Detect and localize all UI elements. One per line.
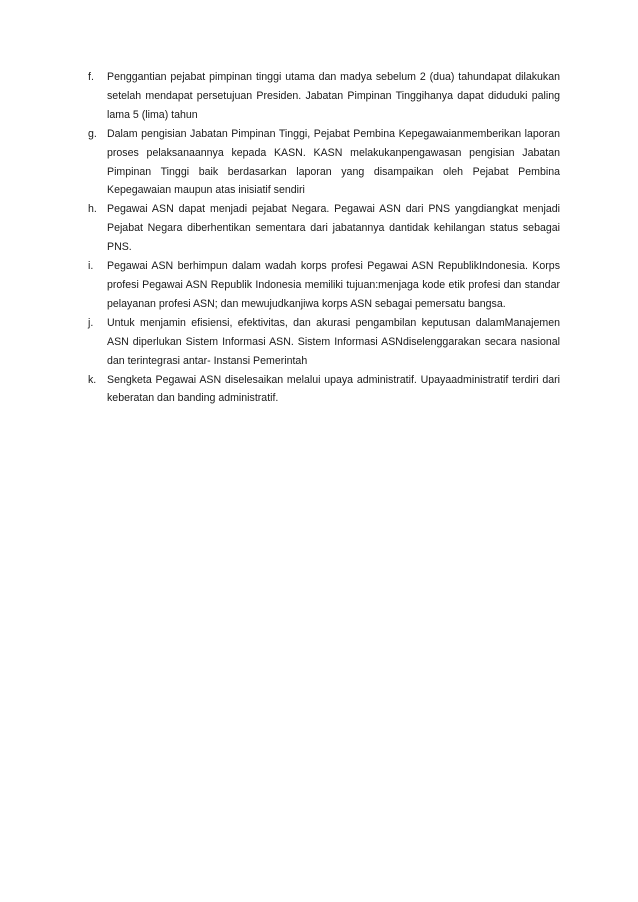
list-item-g: [88, 125, 560, 201]
numbered-list: [88, 68, 560, 408]
list-marker: f.: [88, 71, 94, 83]
list-marker: h.: [88, 203, 97, 216]
list-marker: j.: [88, 316, 94, 329]
list-item-text: Untuk menjamin efisiensi, efektivitas, dan akurasi pengambilan keputusan dalamManajemen ASN diperlukan Sistem Informasi ASN. Sistem Informasi ASNdiselenggarakan secara nasional dan terintegrasi antar- Instansi Pemerintah: [107, 316, 560, 367]
list-item-h: [88, 200, 560, 257]
list-item-text: Pegawai ASN berhimpun dalam wadah korps profesi Pegawai ASN RepublikIndonesia. Korps profesi Pegawai ASN Republik Indonesia memiliki tujuan:menjaga kode etik profesi dan standar pelayanan profesi ASN; dan mewujudkanjiwa korps ASN sebagai pemersatu bangsa.: [107, 260, 560, 310]
list-item-k: [88, 371, 560, 409]
list-item-f: [88, 68, 560, 125]
list-item-text: Penggantian pejabat pimpinan tinggi utama dan madya sebelum 2 (dua) tahundapat dilakukan setelah mendapat persetujuan Presiden. Jabatan Pimpinan Tinggihanya dapat diduduki paling lama 5 (lima) tahun: [107, 71, 560, 121]
list-item-text: Pegawai ASN dapat menjadi pejabat Negara. Pegawai ASN dari PNS yangdiangkat menjadi Pejabat Negara diberhentikan sementara dari jabatannya dantidak kehilangan status sebagai PNS.: [107, 203, 560, 254]
list-marker: k.: [88, 373, 97, 386]
list-item-text: Sengketa Pegawai ASN diselesaikan melalui upaya administratif. Upayaadministratif terdiri dari keberatan dan banding administratif.: [107, 373, 560, 405]
list-item-j: [88, 314, 560, 371]
list-item-i: [88, 257, 560, 314]
list-item-text: Dalam pengisian Jabatan Pimpinan Tinggi, Pejabat Pembina Kepegawaianmemberikan laporan proses pelaksanaannya kepada KASN. KASN melakukanpengawasan pengisian Jabatan Pimpinan Tinggi baik berdasarkan laporan yang disampaikan oleh Pejabat Pembina Kepegawaian maupun atas inisiatif sendiri: [107, 127, 560, 197]
list-marker: i.: [88, 260, 94, 273]
list-marker: g.: [88, 127, 97, 140]
